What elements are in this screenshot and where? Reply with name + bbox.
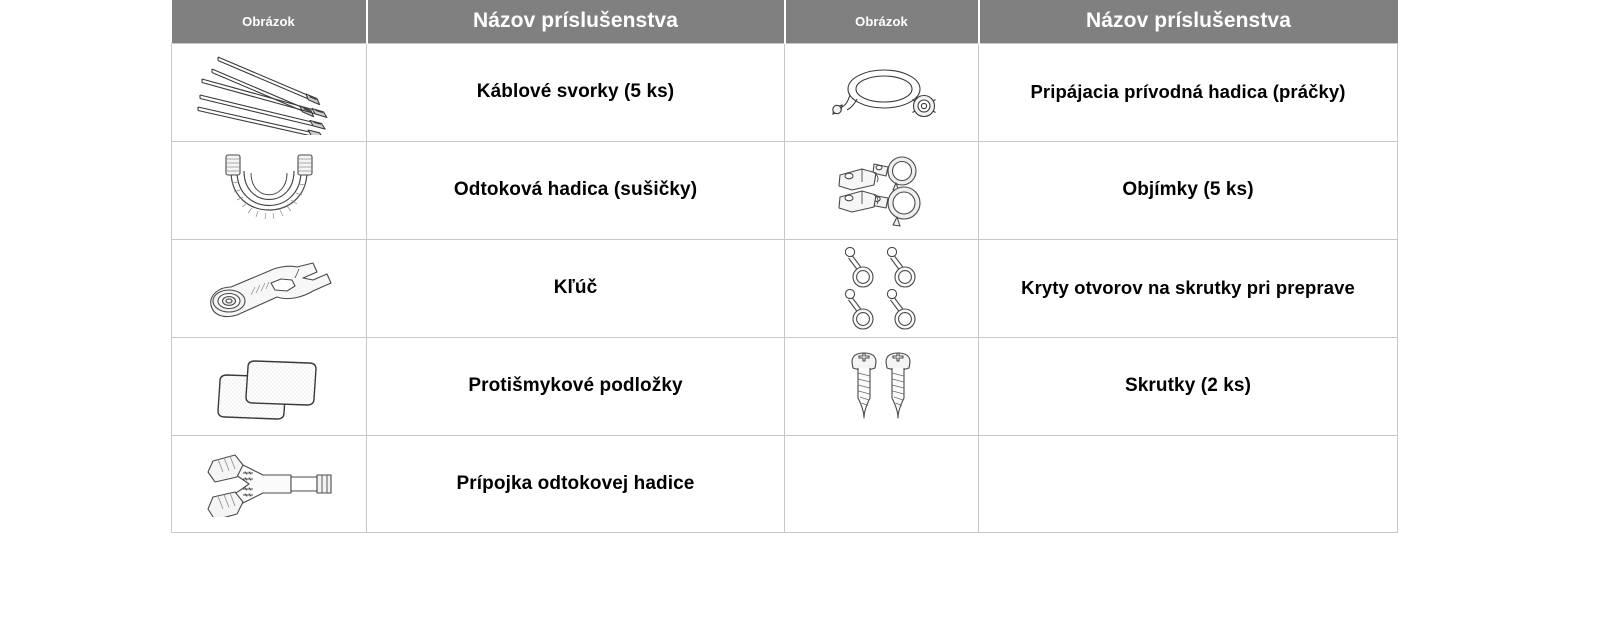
accessory-name-cell: Protišmykové podložky xyxy=(367,337,785,435)
column-header-image-right: Obrázok xyxy=(785,0,979,43)
hose-clamps-illustration xyxy=(785,149,978,231)
accessory-image-cell xyxy=(172,435,367,532)
table-body xyxy=(172,43,1398,532)
screws-illustration xyxy=(785,348,978,424)
wrench-illustration xyxy=(172,255,366,321)
accessory-name-cell: Kryty otvorov na skrutky pri preprave xyxy=(979,239,1398,337)
accessory-name-cell: Skrutky (2 ks) xyxy=(979,337,1398,435)
table-row xyxy=(172,43,1398,141)
accessory-name-cell: Prípojka odtokovej hadice xyxy=(367,435,785,532)
accessory-name-cell-empty xyxy=(979,435,1398,532)
accessory-name-cell: Pripájacia prívodná hadica (práčky) xyxy=(979,43,1398,141)
header-row xyxy=(172,0,1398,43)
inlet-hose-illustration xyxy=(785,61,978,123)
accessory-image-cell xyxy=(785,141,979,239)
table-row xyxy=(172,239,1398,337)
accessory-image-cell xyxy=(172,337,367,435)
transport-bolt-caps-illustration xyxy=(785,244,978,332)
accessory-image-cell xyxy=(785,43,979,141)
accessory-image-cell xyxy=(172,141,367,239)
table-row xyxy=(172,435,1398,532)
accessory-image-cell xyxy=(172,239,367,337)
table-row xyxy=(172,141,1398,239)
accessory-image-cell xyxy=(785,239,979,337)
accessory-name-cell: Odtoková hadica (sušičky) xyxy=(367,141,785,239)
accessory-image-cell xyxy=(785,337,979,435)
table-row xyxy=(172,337,1398,435)
cable-ties-illustration xyxy=(172,49,366,135)
column-header-name-left: Názov príslušenstva xyxy=(367,0,785,43)
accessory-name-cell: Kľúč xyxy=(367,239,785,337)
column-header-image-left: Obrázok xyxy=(172,0,367,43)
drain-hose-illustration xyxy=(172,149,366,231)
accessory-image-cell xyxy=(172,43,367,141)
table-header xyxy=(172,0,1398,43)
accessory-name-cell: Objímky (5 ks) xyxy=(979,141,1398,239)
accessory-name-cell: Káblové svorky (5 ks) xyxy=(367,43,785,141)
accessories-table xyxy=(171,0,1398,533)
column-header-name-right: Názov príslušenstva xyxy=(979,0,1398,43)
anti-slip-pads-illustration xyxy=(172,347,366,425)
accessory-image-cell-empty xyxy=(785,435,979,532)
drain-hose-connector-illustration xyxy=(172,451,366,517)
